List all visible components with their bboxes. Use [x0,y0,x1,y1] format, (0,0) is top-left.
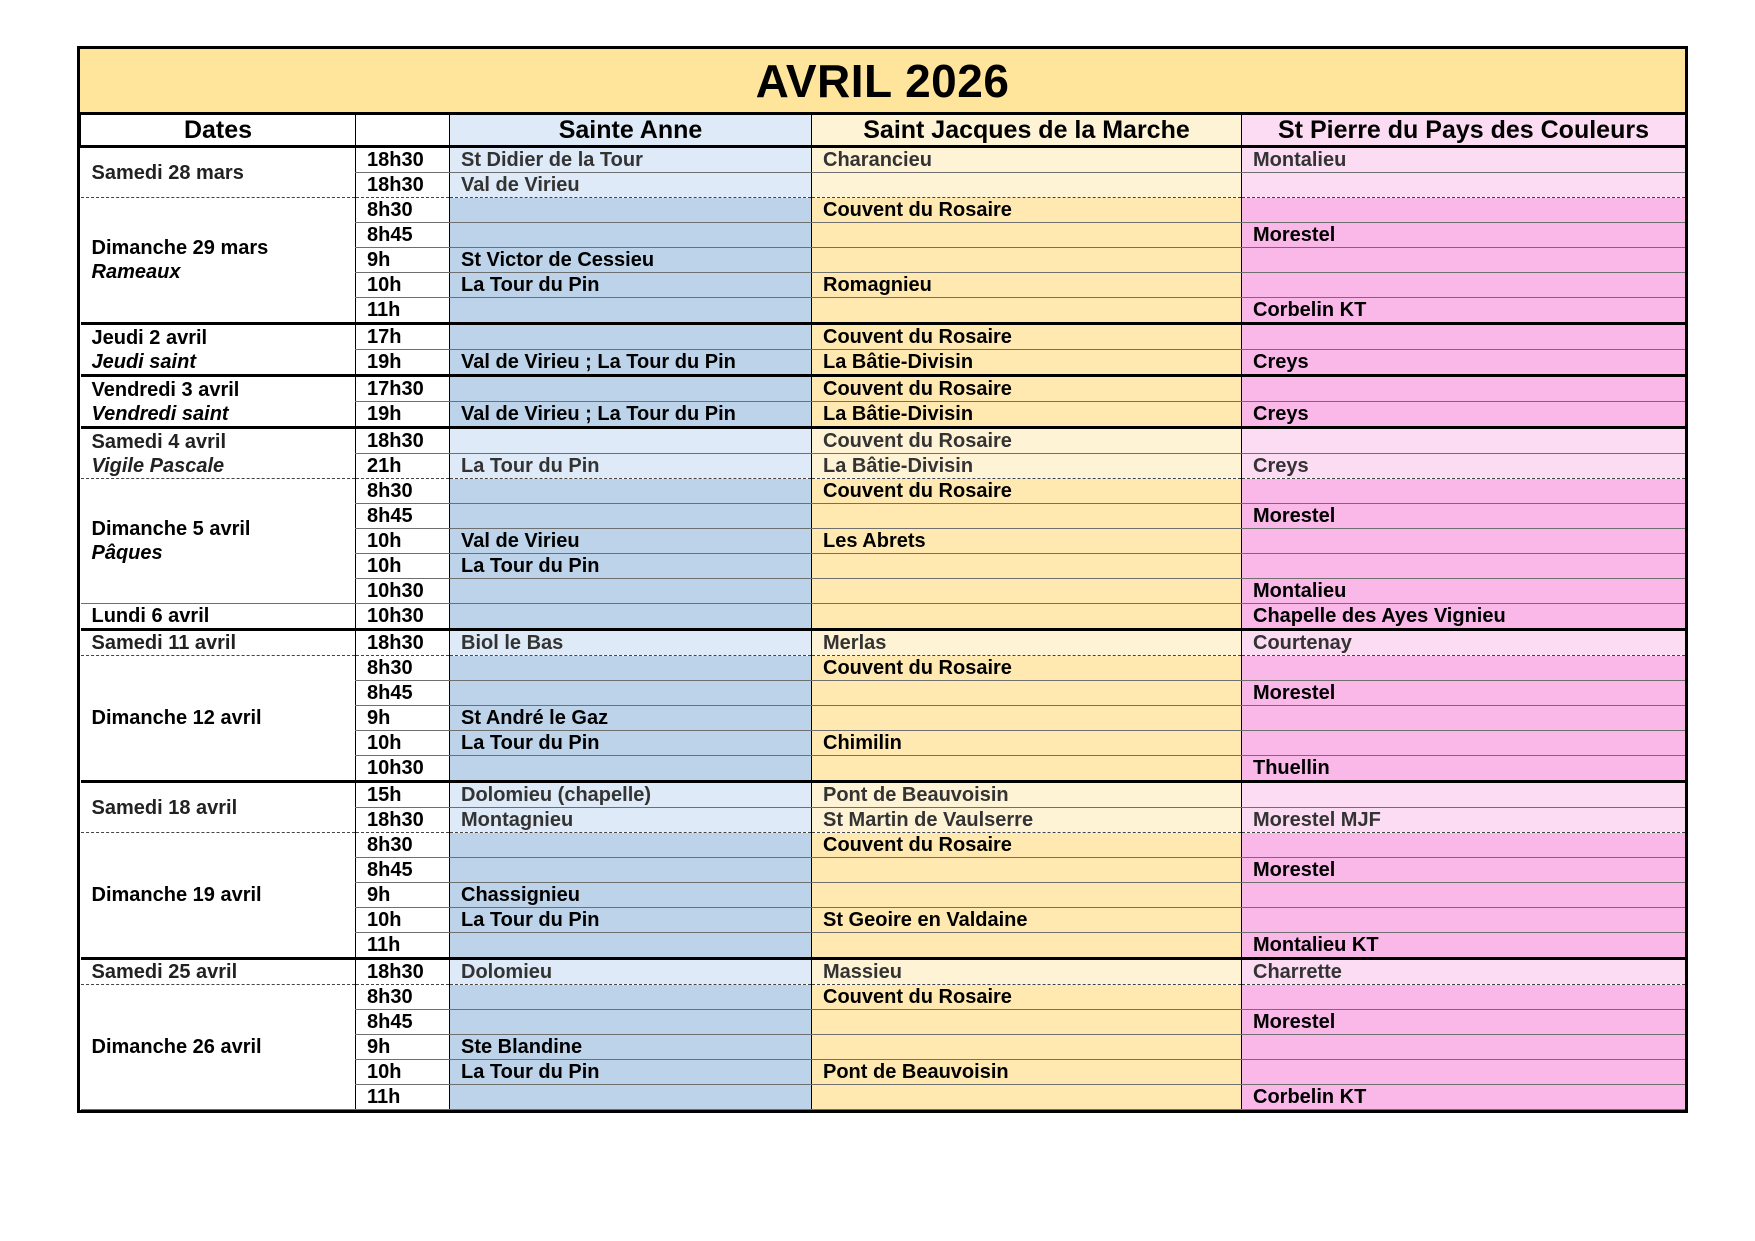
saint-pierre-cell: Montalieu [1242,579,1686,604]
time-cell: 21h [356,454,450,479]
time-cell: 11h [356,1085,450,1110]
sainte-anne-cell: Biol le Bas [450,630,812,656]
saint-pierre-cell: Corbelin KT [1242,298,1686,324]
header-time [356,115,450,147]
page-title: AVRIL 2026 [80,49,1685,115]
date-label: Dimanche 12 avril [91,707,262,729]
schedule-table [80,115,1685,1110]
date-cell [81,324,356,376]
time-cell: 18h30 [356,428,450,454]
saint-pierre-cell [1242,1060,1686,1085]
date-label: Dimanche 29 mars [91,237,269,259]
time-cell: 19h [356,350,450,376]
time-cell: 8h45 [356,858,450,883]
date-label: Jeudi 2 avril [91,326,208,349]
sainte-anne-cell: La Tour du Pin [450,731,812,756]
sainte-anne-cell [450,656,812,681]
sainte-anne-cell [450,376,812,402]
date-cell [81,656,356,782]
sainte-anne-cell: St André le Gaz [450,706,812,731]
saint-jacques-cell [812,681,1242,706]
table-row [81,479,1686,504]
saint-jacques-cell [812,858,1242,883]
sainte-anne-cell [450,198,812,223]
saint-jacques-cell [812,883,1242,908]
saint-jacques-cell [812,298,1242,324]
saint-pierre-cell [1242,248,1686,273]
time-cell: 17h30 [356,376,450,402]
time-cell: 8h30 [356,656,450,681]
saint-pierre-cell: Morestel [1242,504,1686,529]
saint-jacques-cell: La Bâtie-Divisin [812,454,1242,479]
table-row [81,147,1686,173]
saint-jacques-cell [812,1085,1242,1110]
saint-jacques-cell: Pont de Beauvoisin [812,1060,1242,1085]
time-cell: 8h30 [356,833,450,858]
saint-jacques-cell: Charancieu [812,147,1242,173]
time-cell: 10h [356,1060,450,1085]
time-cell: 9h [356,1035,450,1060]
time-cell: 10h [356,731,450,756]
saint-jacques-cell: Couvent du Rosaire [812,428,1242,454]
table-row [81,630,1686,656]
time-cell: 17h [356,324,450,350]
saint-pierre-cell [1242,731,1686,756]
saint-pierre-cell: Chapelle des Ayes Vignieu [1242,604,1686,630]
saint-pierre-cell: Creys [1242,454,1686,479]
saint-pierre-cell: Morestel [1242,223,1686,248]
time-cell: 8h30 [356,198,450,223]
saint-pierre-cell: Thuellin [1242,756,1686,782]
saint-jacques-cell: Couvent du Rosaire [812,479,1242,504]
time-cell: 9h [356,883,450,908]
sainte-anne-cell [450,604,812,630]
time-cell: 10h30 [356,604,450,630]
sainte-anne-cell [450,833,812,858]
date-sublabel: Jeudi saint [91,350,196,373]
saint-pierre-cell [1242,985,1686,1010]
time-cell: 8h45 [356,681,450,706]
sainte-anne-cell [450,324,812,350]
header-dates: Dates [81,115,356,147]
saint-pierre-cell [1242,173,1686,198]
saint-jacques-cell [812,248,1242,273]
sainte-anne-cell: La Tour du Pin [450,273,812,298]
saint-pierre-cell: Montalieu KT [1242,933,1686,959]
table-row [81,376,1686,402]
saint-pierre-cell [1242,198,1686,223]
saint-pierre-cell [1242,656,1686,681]
table-row [81,959,1686,985]
saint-jacques-cell: La Bâtie-Divisin [812,350,1242,376]
time-cell: 8h30 [356,985,450,1010]
header-sainte-anne: Sainte Anne [450,115,812,147]
saint-pierre-cell: Courtenay [1242,630,1686,656]
date-cell [81,985,356,1110]
sainte-anne-cell: Montagnieu [450,808,812,833]
date-cell [81,604,356,630]
header-saint-jacques: Saint Jacques de la Marche [812,115,1242,147]
sainte-anne-cell [450,985,812,1010]
time-cell: 10h [356,554,450,579]
saint-jacques-cell: Chimilin [812,731,1242,756]
time-cell: 11h [356,298,450,324]
saint-pierre-cell [1242,428,1686,454]
sainte-anne-cell: Dolomieu [450,959,812,985]
time-cell: 10h [356,273,450,298]
sainte-anne-cell [450,681,812,706]
sainte-anne-cell [450,933,812,959]
saint-jacques-cell: St Martin de Vaulserre [812,808,1242,833]
saint-jacques-cell: Massieu [812,959,1242,985]
time-cell: 19h [356,402,450,428]
time-cell: 10h [356,908,450,933]
sainte-anne-cell [450,579,812,604]
saint-jacques-cell [812,579,1242,604]
saint-jacques-cell: Couvent du Rosaire [812,833,1242,858]
saint-pierre-cell [1242,833,1686,858]
saint-jacques-cell [812,933,1242,959]
saint-jacques-cell: Romagnieu [812,273,1242,298]
time-cell: 10h30 [356,579,450,604]
sainte-anne-cell: La Tour du Pin [450,908,812,933]
sainte-anne-cell: Val de Virieu ; La Tour du Pin [450,402,812,428]
saint-jacques-cell [812,1010,1242,1035]
date-label: Samedi 18 avril [91,796,238,819]
header-saint-pierre: St Pierre du Pays des Couleurs [1242,115,1686,147]
sainte-anne-cell: Dolomieu (chapelle) [450,782,812,808]
time-cell: 18h30 [356,630,450,656]
saint-pierre-cell [1242,479,1686,504]
sainte-anne-cell: St Didier de la Tour [450,147,812,173]
date-cell [81,479,356,604]
time-cell: 8h45 [356,1010,450,1035]
time-cell: 8h30 [356,479,450,504]
saint-pierre-cell [1242,782,1686,808]
saint-pierre-cell: Creys [1242,350,1686,376]
date-sublabel: Vendredi saint [91,402,229,425]
saint-pierre-cell: Montalieu [1242,147,1686,173]
date-label: Vendredi 3 avril [91,378,240,401]
date-sublabel: Pâques [91,542,163,564]
date-label: Dimanche 19 avril [91,884,262,906]
date-label: Samedi 4 avril [91,430,227,453]
saint-pierre-cell: Morestel [1242,858,1686,883]
saint-pierre-cell [1242,376,1686,402]
table-row [81,428,1686,454]
saint-pierre-cell [1242,529,1686,554]
sainte-anne-cell: Val de Virieu ; La Tour du Pin [450,350,812,376]
sainte-anne-cell [450,298,812,324]
table-row [81,782,1686,808]
date-label: Samedi 28 mars [91,161,244,184]
saint-pierre-cell [1242,908,1686,933]
saint-jacques-cell [812,706,1242,731]
saint-jacques-cell: Couvent du Rosaire [812,198,1242,223]
sainte-anne-cell: Val de Virieu [450,173,812,198]
time-cell: 18h30 [356,808,450,833]
sainte-anne-cell [450,756,812,782]
time-cell: 11h [356,933,450,959]
saint-pierre-cell [1242,883,1686,908]
sainte-anne-cell [450,858,812,883]
saint-pierre-cell: Morestel MJF [1242,808,1686,833]
date-cell [81,428,356,479]
date-cell [81,833,356,959]
sainte-anne-cell: La Tour du Pin [450,454,812,479]
time-cell: 8h45 [356,504,450,529]
saint-jacques-cell: Couvent du Rosaire [812,656,1242,681]
time-cell: 18h30 [356,147,450,173]
table-row [81,604,1686,630]
date-label: Dimanche 26 avril [91,1036,262,1058]
saint-pierre-cell: Charrette [1242,959,1686,985]
saint-jacques-cell [812,504,1242,529]
sainte-anne-cell [450,1085,812,1110]
date-label: Dimanche 5 avril [91,518,251,540]
schedule-sheet [77,46,1688,1113]
saint-jacques-cell [812,554,1242,579]
saint-jacques-cell [812,756,1242,782]
time-cell: 10h [356,529,450,554]
saint-pierre-cell [1242,554,1686,579]
time-cell: 9h [356,706,450,731]
table-row [81,656,1686,681]
saint-pierre-cell [1242,1035,1686,1060]
sainte-anne-cell: La Tour du Pin [450,554,812,579]
time-cell: 18h30 [356,173,450,198]
saint-jacques-cell: Couvent du Rosaire [812,324,1242,350]
sainte-anne-cell: Val de Virieu [450,529,812,554]
time-cell: 15h [356,782,450,808]
date-cell [81,147,356,198]
time-cell: 9h [356,248,450,273]
sainte-anne-cell [450,223,812,248]
saint-pierre-cell [1242,273,1686,298]
time-cell: 8h45 [356,223,450,248]
header-row [81,115,1686,147]
sainte-anne-cell: La Tour du Pin [450,1060,812,1085]
schedule-body [81,147,1686,1110]
sainte-anne-cell: St Victor de Cessieu [450,248,812,273]
date-label: Samedi 11 avril [91,632,237,654]
table-row [81,198,1686,223]
sainte-anne-cell: Chassignieu [450,883,812,908]
saint-jacques-cell [812,173,1242,198]
saint-jacques-cell [812,223,1242,248]
saint-pierre-cell: Morestel [1242,681,1686,706]
saint-pierre-cell [1242,706,1686,731]
saint-pierre-cell: Morestel [1242,1010,1686,1035]
saint-jacques-cell [812,1035,1242,1060]
sainte-anne-cell [450,504,812,529]
saint-pierre-cell: Corbelin KT [1242,1085,1686,1110]
date-label: Samedi 25 avril [91,961,238,983]
saint-pierre-cell [1242,324,1686,350]
date-cell [81,782,356,833]
time-cell: 10h30 [356,756,450,782]
date-sublabel: Rameaux [91,261,181,283]
table-row [81,324,1686,350]
saint-jacques-cell: Merlas [812,630,1242,656]
sainte-anne-cell: Ste Blandine [450,1035,812,1060]
sainte-anne-cell [450,479,812,504]
saint-jacques-cell: Pont de Beauvoisin [812,782,1242,808]
saint-jacques-cell [812,604,1242,630]
saint-jacques-cell: St Geoire en Valdaine [812,908,1242,933]
sainte-anne-cell [450,1010,812,1035]
time-cell: 18h30 [356,959,450,985]
date-cell [81,630,356,656]
saint-jacques-cell: Couvent du Rosaire [812,985,1242,1010]
sainte-anne-cell [450,428,812,454]
table-row [81,833,1686,858]
date-cell [81,959,356,985]
date-cell [81,198,356,324]
date-sublabel: Vigile Pascale [91,454,225,477]
date-label: Lundi 6 avril [91,605,210,627]
saint-pierre-cell: Creys [1242,402,1686,428]
table-row [81,985,1686,1010]
saint-jacques-cell: Couvent du Rosaire [812,376,1242,402]
date-cell [81,376,356,428]
saint-jacques-cell: Les Abrets [812,529,1242,554]
saint-jacques-cell: La Bâtie-Divisin [812,402,1242,428]
